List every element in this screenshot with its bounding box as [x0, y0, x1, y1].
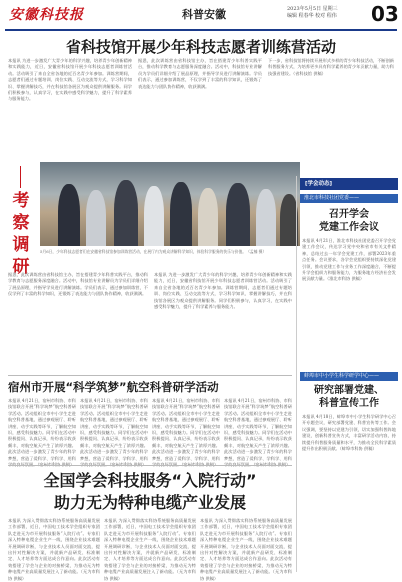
lead-body-middle: 据悉，此次训练营由省科技馆主办，旨在搭建青少年科普实践平台，推动科学教育与志愿服务深度融合。活动中，科技馆专业讲解员为学员们详细介绍了展品原理，并指导学员进行讲解演练。学员们表示，通过参加训练营，不仅学到了丰富的科学知识，还锻炼了表达能力与团队协作精神，收获满满。 [138, 58, 262, 89]
side-label-rule [20, 166, 21, 188]
bottom-body-1: 本报讯 为深入贯彻落实科协系统服务高质量发展工作部署，近日，中国电工技术学会组织专家团队走进无为市开展科技服务“入院行动”。专家们深入特种电缆企业生产一线，围绕企业技术难题开展调研诊断，与企业技术人员面对面交流，提出针对性解决方案，并就新产品研发、标准制定、人才培养等方面达成合作意向。此次活动有效搭建了学会与企业的对接桥梁，为推动无为特种电缆产业高质量发展注入了新动能。（无为市科协 供稿） [8, 518, 100, 581]
column-header: [学会动态] [300, 178, 398, 190]
newspaper-logo: 安徽科技报 [9, 7, 84, 23]
right-headline-2-line2: 科普宣传工作 [319, 398, 379, 409]
lead-body-right: 下一步，省科技馆将持续开展形式多样的青少年科技活动，不断创新科普服务方式，为培养更多具有科学素养的青少年贡献力量，助力科技强省建设。（省科技馆 供稿） [268, 58, 394, 76]
middle-headline[interactable]: 宿州市开展“科学筑梦”航空科普研学活动 [8, 380, 219, 394]
lead-headline[interactable]: 省科技馆开展少年科技志愿者训练营活动 [65, 38, 336, 56]
bottom-body-3: 本报讯 为深入贯彻落实科协系统服务高质量发展工作部署，近日，中国电工技术学会组织专家团队走进无为市开展科技服务“入院行动”。专家们深入特种电缆企业生产一线，围绕企业技术难题开展调研诊断，与企业技术人员面对面交流，提出针对性解决方案，并就新产品研发、标准制定、人才培养等方面达成合作意向。此次活动有效搭建了学会与企业的对接桥梁，为推动无为特种电缆产业高质量发展注入了新动能。（无为市科协 供稿） [200, 518, 292, 581]
lead-body-left: 本报讯 为进一步激发广大青少年的科学兴趣，培养青少年创新精神和实践能力，近日，安徽省科技馆开展少年科技志愿者训练营活动。活动吸引了来自全省各地的近百名青少年参加。训练营期间，志愿者们通过专题培训、岗位实践、互动交流等方式，学习科学知识、掌握讲解技巧，并在科技馆各展区为观众提供讲解服务。同学们积极参与，认真学习，在实践中感受科学魅力，提升了科学素养与服务能力。 [8, 58, 132, 102]
side-label: 考察调研 [12, 191, 30, 277]
page-number: 03 [371, 2, 399, 26]
middle-body-3: 本报讯 4月21日，宿州市科协、市科技馆联合开展“科学筑梦”航空科普研学活动。活动组织全市中小学生走进航空科普基地，通过参观展厅、聆听讲座、动手实践等环节，了解航空知识，感受科技魅力。同学们在活动中积极提问、认真记录，纷纷表示收获颇丰，对航空航天产生了浓厚兴趣。此次活动进一步激发了青少年的科学梦想，营造了爱科学、学科学、用科 [152, 398, 220, 461]
masthead-rule [5, 29, 397, 31]
issue-date: 2023年5月5日 星期三 [287, 6, 338, 12]
middle-body-4: 本报讯 4月21日，宿州市科协、市科技馆联合开展“科学筑梦”航空科普研学活动。活动组织全市中小学生走进航空科普基地，通过参观展厅、聆听讲座、动手实践等环节，了解航空知识，感受科技魅力。同学们在活动中积极提问、认真记录，纷纷表示收获颇丰，对航空航天产生了浓厚兴趣。此次活动进一步激发了青少年的科学梦想，营造了爱科学、学科学、用科 [224, 398, 292, 461]
right-headline-1[interactable] [300, 208, 398, 234]
middle-body-2: 本报讯 4月21日，宿州市科协、市科技馆联合开展“科学筑梦”航空科普研学活动。活动组织全市中小学生走进航空科普基地，通过参观展厅、聆听讲座、动手实践等环节，了解航空知识，感受科技魅力。同学们在活动中积极提问、认真记录，纷纷表示收获颇丰，对航空航天产生了浓厚兴趣。此次活动进一步激发了青少年的科学梦想，营造了爱科学、学科学、用科 [80, 398, 148, 461]
column-divider [296, 176, 297, 572]
divider [8, 375, 292, 376]
bottom-headline[interactable] [0, 470, 300, 514]
bottom-body-2: 本报讯 为深入贯彻落实科协系统服务高质量发展工作部署，近日，中国电工技术学会组织专家团队走进无为市开展科技服务“入院行动”。专家们深入特种电缆企业生产一线，围绕企业技术难题开展调研诊断，与企业技术人员面对面交流，提出针对性解决方案，并就新产品研发、标准制定、人才培养等方面达成合作意向。此次活动有效搭建了学会与企业的对接桥梁，为推动无为特种电缆产业高质量发展注入了新动能。（无为市科协 供稿） [104, 518, 196, 581]
photo-caption: 5月6日，少年科技志愿者们在安徽省科技馆参加训练营活动，在展厅内为观众讲解科学知识，体验科学服务的快乐与价值。（孟楠 摄） [40, 249, 267, 254]
issue-meta [287, 6, 367, 20]
lead-continued-2: 本报讯 为进一步激发广大青少年的科学兴趣，培养青少年创新精神和实践能力，近日，安徽省科技馆开展少年科技志愿者训练营活动。活动吸引了来自全省各地的近百名青少年参加。训练营期间，志愿者们通过专题培训、岗位实践、互动交流等方式，学习科学知识、掌握讲解技巧，并在科技馆各展区为观众提供讲解服务。同学们积极参与，认真学习，在实践中感受科学魅力，提升了科学素养与服务能力。 [154, 272, 292, 310]
right-headline-2[interactable] [300, 384, 398, 410]
lead-continued: 据悉，此次训练营由省科技馆主办，旨在搭建青少年科普实践平台，推动科学教育与志愿服务深度融合。活动中，科技馆专业讲解员为学员们详细介绍了展品原理，并指导学员进行讲解演练。学员们表示，通过参加训练营，不仅学到了丰富的科学知识，还锻炼了表达能力与团队协作精神，收获满满。 [8, 272, 148, 297]
right-body-1: 本报讯 4月21日，淮北市科技社团党委召开学会党建工作会议，传达学习党中央和省市有关文件精神，总结过去一年学会党建工作，部署2023年重点任务。会议要求，各学会党组织要持续深化党建引领，推动党建工作与业务工作深度融合，不断提升学会组织力和服务能力，为服务地方经济社会发展贡献力量。（淮北市科协 供稿） [302, 238, 396, 282]
lead-photo[interactable] [40, 162, 300, 246]
right-subheading-2: 蚌埠市中小学生科学研学中心—— [300, 372, 398, 381]
right-headline-1-line1: 召开学会 [329, 209, 369, 220]
section-title: 科普安徽 [182, 8, 226, 21]
bottom-headline-line2: 助力无为特种电缆产业发展 [53, 493, 246, 512]
divider-2 [8, 465, 292, 466]
right-subheading-1: 淮北市科技社团党委—— [300, 194, 398, 203]
right-headline-1-line2: 党建工作会议 [319, 222, 379, 233]
bottom-headline-line1: 全国学会科技服务“入院行动” [43, 471, 257, 490]
right-body-2: 本报讯 4月18日，蚌埠市中小学生科学研学中心召开专题会议，研究部署党建、科普宣传等工作。会议强调，要坚持以党建为引领，切实加强科普阵地建设，创新科普宣传方式，丰富研学活动内容，持续提升科普服务质量和水平，为推动全民科学素质提升作出积极贡献。（蚌埠市科协 供稿） [302, 414, 396, 452]
issue-editors: 编辑 程春华 校对 程伟 [287, 13, 337, 19]
right-headline-2-line1: 研究部署党建、 [314, 385, 384, 396]
middle-body-1: 本报讯 4月21日，宿州市科协、市科技馆联合开展“科学筑梦”航空科普研学活动。活动组织全市中小学生走进航空科普基地，通过参观展厅、聆听讲座、动手实践等环节，了解航空知识，感受科技魅力。同学们在活动中积极提问、认真记录，纷纷表示收获颇丰，对航空航天产生了浓厚兴趣。此次活动进一步激发了青少年的科学梦想，营造了爱科学、学科学、用科 [8, 398, 76, 461]
masthead [0, 0, 402, 28]
